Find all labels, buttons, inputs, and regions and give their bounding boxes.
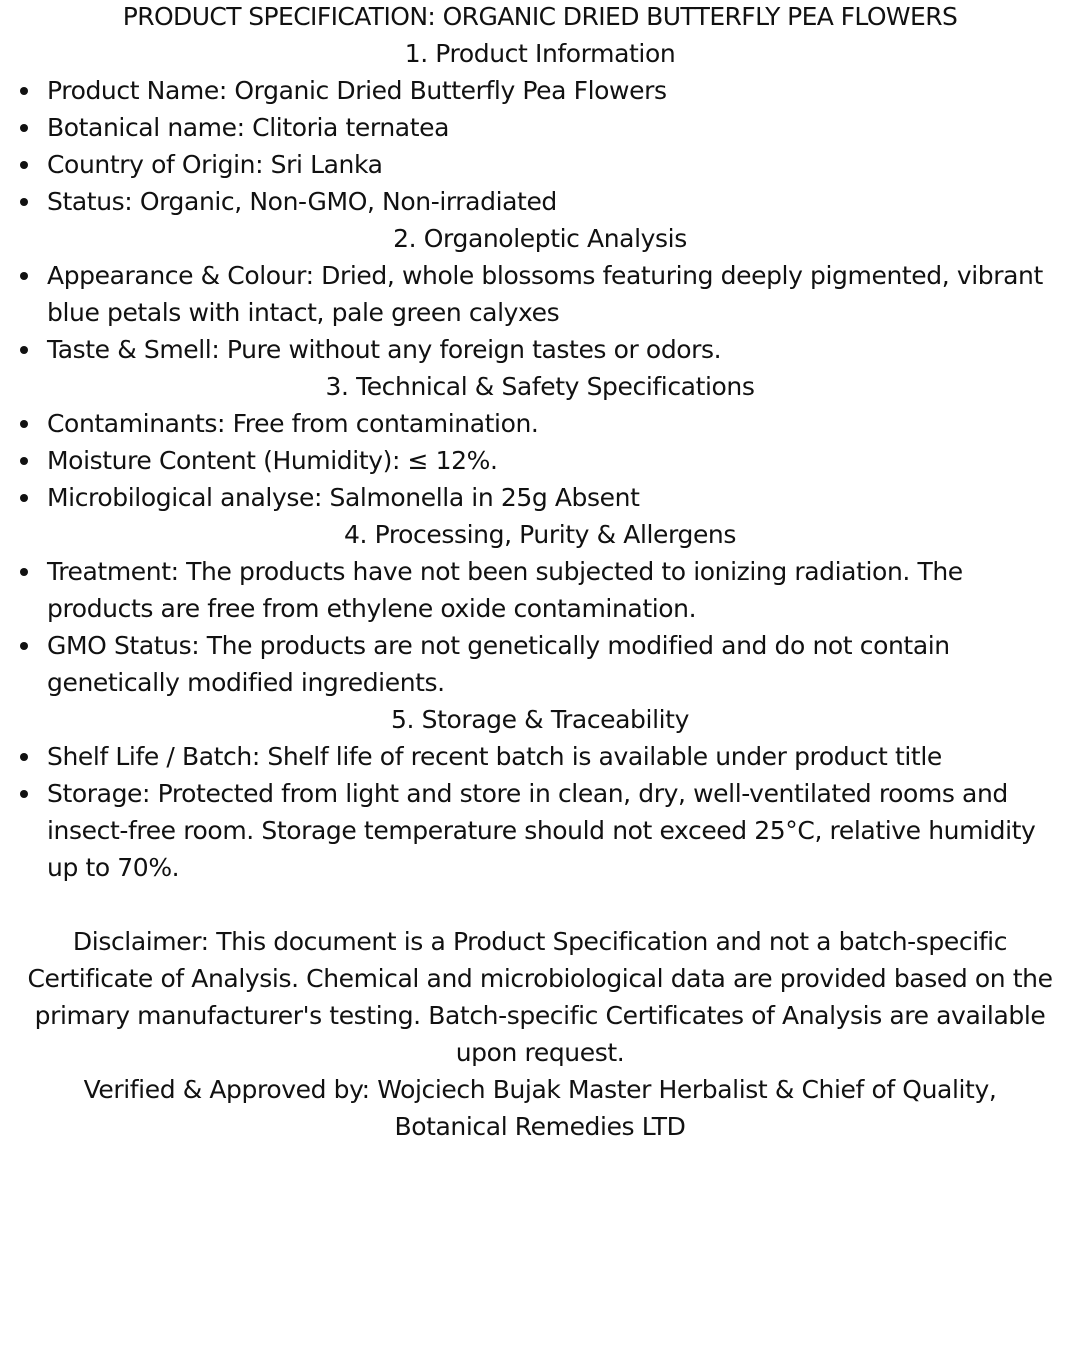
list-item (20, 109, 1070, 146)
list-item-text: Shelf Life / Batch: Shelf life of recent batch is available under product title (47, 742, 942, 771)
list-item (20, 405, 1070, 442)
section-heading-organoleptic-analysis: 2. Organoleptic Analysis (393, 224, 687, 253)
list-item (20, 257, 1070, 331)
list-item-text: Moisture Content (Humidity): ≤ 12%. (47, 446, 498, 475)
list-item-text: Country of Origin: Sri Lanka (47, 150, 383, 179)
list-item (20, 331, 1070, 368)
list-item-text: Appearance & Colour: Dried, whole blossoms featuring deeply pigmented, vibrant blue petals with intact, pale green calyxes (47, 261, 1043, 327)
approval-text: Verified & Approved by: Wojciech Bujak Master Herbalist & Chief of Quality, Botanical Remedies LTD (83, 1075, 997, 1141)
list-item-text: Taste & Smell: Pure without any foreign tastes or odors. (47, 335, 722, 364)
list-item (20, 738, 1070, 775)
list-item (20, 775, 1070, 886)
section-heading-product-information: 1. Product Information (404, 39, 676, 68)
list-item-text: Storage: Protected from light and store in clean, dry, well-ventilated rooms and insect-free room. Storage temperature should not exceed 25°C, relative humidity up to 70%. (47, 779, 1036, 882)
section-heading-technical-safety: 3. Technical & Safety Specifications (325, 372, 755, 401)
list-item-text: Treatment: The products have not been subjected to ionizing radiation. The products are free from ethylene oxide contamination. (47, 557, 963, 623)
list-item (20, 553, 1070, 627)
list-item-text: Product Name: Organic Dried Butterfly Pea Flowers (47, 76, 667, 105)
list-item (20, 183, 1070, 220)
section-heading-storage-traceability: 5. Storage & Traceability (391, 705, 689, 734)
list-item (20, 72, 1070, 109)
list-item-text: Contaminants: Free from contamination. (47, 409, 539, 438)
list-item (20, 146, 1070, 183)
list-item (20, 442, 1070, 479)
section-heading-processing-purity: 4. Processing, Purity & Allergens (343, 520, 736, 549)
document-title: PRODUCT SPECIFICATION: ORGANIC DRIED BUTTERFLY PEA FLOWERS (122, 2, 958, 31)
list-item-text: Botanical name: Clitoria ternatea (47, 113, 450, 142)
list-item-text: GMO Status: The products are not genetically modified and do not contain genetically modified ingredients. (47, 631, 950, 697)
disclaimer-text: Disclaimer: This document is a Product Specification and not a batch-specific Certificate of Analysis. Chemical and microbiological data are provided based on the primary manufacturer's testing. Batch-specific Certificates of Analysis are available upon request. (27, 927, 1053, 1067)
list-item (20, 627, 1070, 701)
list-item-text: Microbilogical analyse: Salmonella in 25g Absent (47, 483, 640, 512)
list-item-text: Status: Organic, Non-GMO, Non-irradiated (47, 187, 557, 216)
list-item (20, 479, 1070, 516)
